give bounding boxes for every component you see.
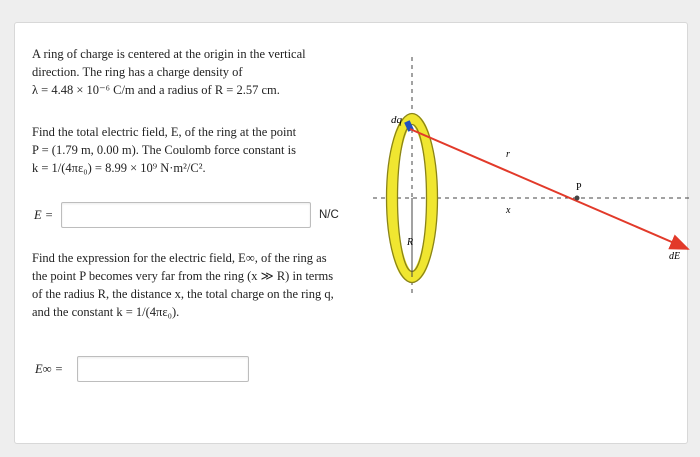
problem-intro (32, 45, 332, 99)
task-line: Find the total electric field, E, of the ring at the point (32, 125, 297, 139)
r-label: r (506, 149, 510, 160)
intro-line: direction. The ring has a charge density of (32, 65, 243, 79)
field-arrow-de (410, 129, 688, 249)
point-p (575, 196, 580, 201)
task-line: k = 1/(4πε₀) = 8.99 × 10⁹ N·m²/C². (32, 161, 206, 175)
x-label: x (506, 205, 511, 216)
dq-label: dq (391, 114, 402, 126)
far-field-answer-row (35, 356, 249, 382)
electric-field-label: E = (34, 207, 54, 222)
far-line: and the constant k = 1/(4πε₀). (32, 305, 180, 319)
far-line: the point P becomes very far from the ring (x ≫ R) in terms (32, 269, 334, 283)
task-line: P = (1.79 m, 0.00 m). The Coulomb force constant is (32, 143, 296, 157)
far-field-question (32, 249, 342, 321)
problem-task (32, 123, 332, 177)
electric-field-input[interactable] (61, 202, 311, 228)
p-label: P (576, 182, 582, 193)
electric-field-answer-row (34, 202, 339, 228)
ring-diagram (370, 53, 690, 293)
intro-line: A ring of charge is centered at the origin in the vertical (32, 47, 306, 61)
radius-label: R (407, 237, 414, 248)
far-line: Find the expression for the electric field, E∞, of the ring as (32, 251, 327, 265)
far-field-input[interactable] (77, 356, 249, 382)
problem-card (14, 22, 688, 444)
far-field-label: E∞ = (35, 361, 64, 376)
electric-field-unit: N/C (319, 209, 339, 221)
de-label: dE⃗ (669, 251, 688, 262)
intro-line: λ = 4.48 × 10⁻⁶ C/m and a radius of R = 2.57 cm. (32, 83, 280, 97)
far-line: of the radius R, the distance x, the total charge on the ring q, (32, 287, 334, 301)
